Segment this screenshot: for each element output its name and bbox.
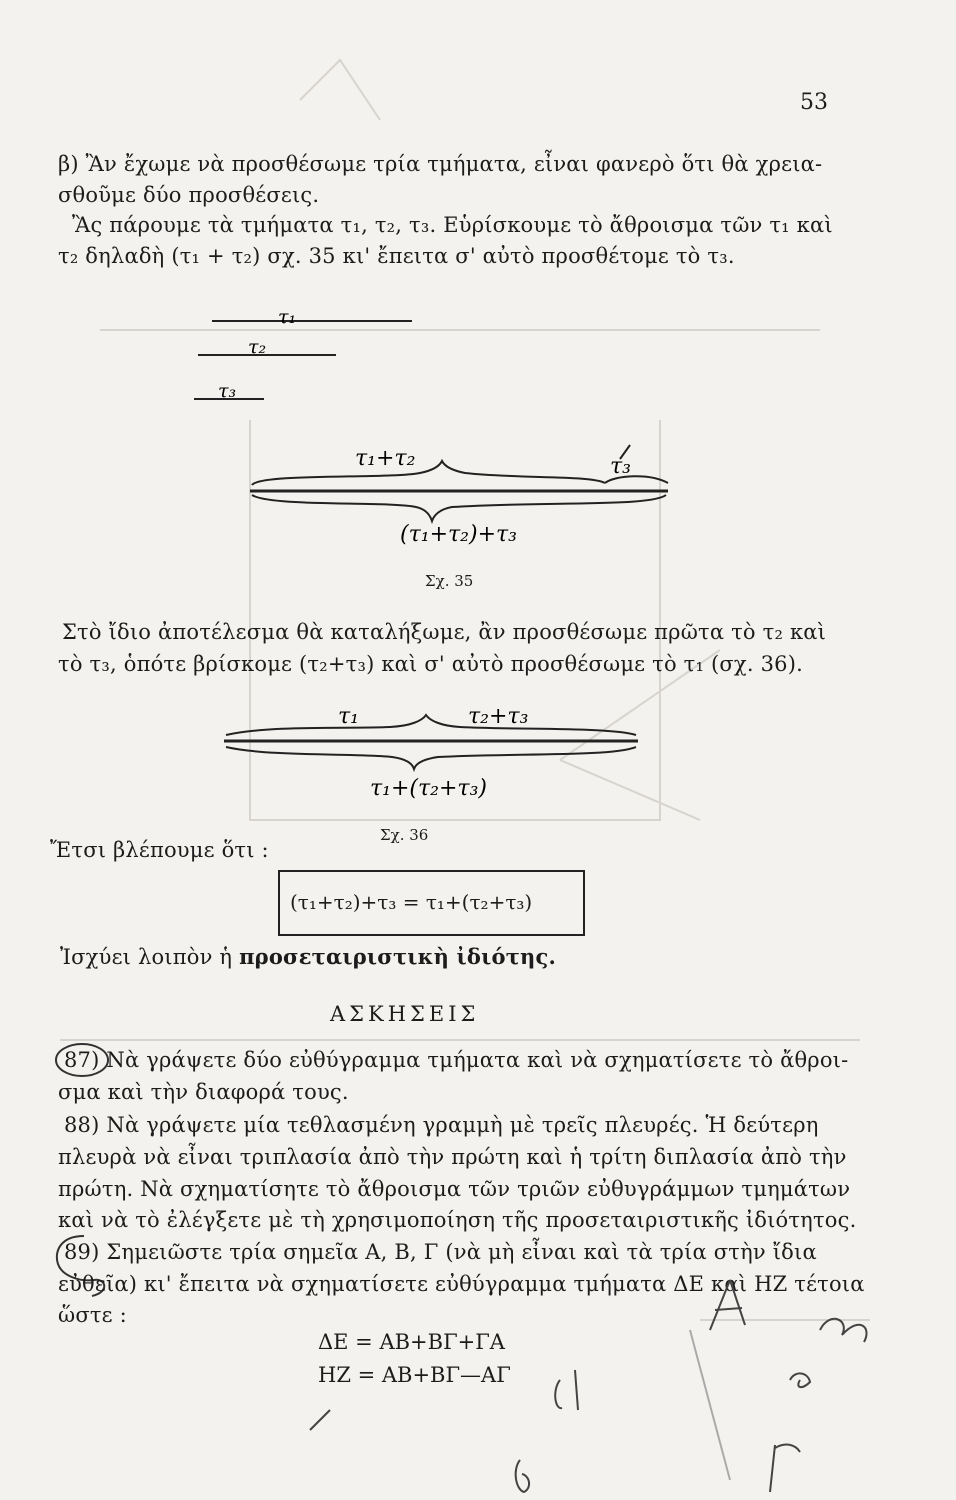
label-t2-plus-t3: τ₂+τ₃ (468, 704, 529, 729)
paragraph-b-line-4: τ₂ δηλαδὴ (τ₁ + τ₂) σχ. 35 κι' ἔπειτα σ' αὐτὸ προσθέτομε τὸ τ₃. (58, 244, 735, 268)
label-bottom-sum: τ₁+(τ₂+τ₃) (370, 776, 488, 801)
page-number: 53 (800, 90, 828, 115)
figure-35 (190, 295, 690, 595)
label-top-t3: τ₃ (610, 454, 631, 479)
exercise-88-line-4: καὶ νὰ τὸ ἐλέγξετε μὲ τὴ χρησιμοποίηση τῆς προσεταιριστικῆς ἰδιότητος. (58, 1208, 857, 1232)
property-prefix: Ἰσχύει λοιπὸν ἡ (60, 945, 240, 969)
label-t1-plus-t2: τ₁+τ₂ (355, 446, 416, 471)
label-t1: τ₁ (278, 306, 297, 328)
scribble-letter-a (710, 1280, 745, 1330)
exercise-89-line-2: εὐθεῖα) κι' ἔπειτα νὰ σχηματίσετε εὐθύγραμμα τμήματα ΔΕ καὶ ΗΖ τέτοια (58, 1272, 865, 1296)
scribble-letter-g (770, 1445, 800, 1492)
brace-bottom (226, 747, 636, 769)
scribble-t1 (555, 1370, 578, 1410)
exercise-87-line-1: 87) Νὰ γράψετε δύο εὐθύγραμμα τμήματα καὶ νὰ σχηματίσετε τὸ ἄθροι- (64, 1048, 849, 1072)
label-t2: τ₂ (248, 336, 267, 358)
label-t1: τ₁ (338, 704, 359, 729)
associativity-formula-box (278, 870, 585, 936)
brace-top (226, 715, 636, 735)
exercise-87-line-2: σμα καὶ τὴν διαφορά τους. (58, 1080, 349, 1104)
brace-top-left (252, 461, 605, 485)
exercise-89-line-3: ὥστε : (58, 1303, 127, 1327)
scribble-t2 (790, 1373, 810, 1387)
equation-de: ΔΕ = ΑΒ+ΒΓ+ΓΑ (318, 1330, 505, 1354)
figure-35-caption: Σχ. 35 (425, 572, 474, 590)
conclusion-intro: Ἔτσι βλέπουμε ὅτι : (50, 838, 269, 862)
paragraph-b-line-1: β) Ἂν ἔχωμε νὰ προσθέσωμε τρία τμήματα, εἶναι φανερὸ ὅτι θὰ χρεια- (58, 152, 823, 176)
equation-hz: ΗΖ = ΑΒ+ΒΓ—ΑΓ (318, 1363, 511, 1387)
figure-36-caption: Σχ. 36 (380, 826, 429, 844)
property-statement (60, 944, 840, 969)
paragraph-c-line-2: τὸ τ₃, ὁπότε βρίσκομε (τ₂+τ₃) καὶ σ' αὐτὸ προσθέσωμε τὸ τ₁ (σχ. 36). (58, 652, 803, 676)
paragraph-c-line-1: Στὸ ἴδιο ἀποτέλεσμα θὰ καταλήξωμε, ἂν προσθέσωμε πρῶτα τὸ τ₂ καὶ (62, 620, 827, 644)
pencil-scribbles (290, 1270, 930, 1495)
property-name: προσεταιριστικὴ ἰδιότης. (239, 944, 556, 969)
scribble-letter-b (516, 1460, 529, 1492)
scribble-corner (820, 1319, 867, 1342)
figure-36 (210, 695, 650, 820)
label-bottom-sum: (τ₁+τ₂)+τ₃ (400, 522, 518, 547)
exercise-88-line-2: πλευρὰ νὰ εἶναι τριπλασία ἀπὸ τὴν πρώτη καὶ ἡ τρίτη διπλασία ἀπὸ τὴν (58, 1145, 847, 1169)
exercise-89-line-1: 89) Σημειῶστε τρία σημεῖα Α, Β, Γ (νὰ μὴ εἶναι καὶ τὰ τρία στὴν ἴδια (64, 1240, 817, 1264)
label-t3: τ₃ (218, 380, 237, 402)
exercises-heading: ΑΣΚΗΣΕΙΣ (330, 1002, 480, 1026)
scribble-line (690, 1330, 730, 1480)
scribble-mark (310, 1410, 330, 1430)
exercise-88-line-3: πρώτη. Νὰ σχηματίσητε τὸ ἄθροισμα τῶν τριῶν εὐθυγράμμων τμημάτων (58, 1177, 851, 1201)
associativity-formula: (τ₁+τ₂)+τ₃ = τ₁+(τ₂+τ₃) (290, 890, 533, 914)
brace-bottom (252, 495, 666, 521)
paragraph-b-line-2: σθοῦμε δύο προσθέσεις. (58, 183, 320, 207)
exercise-88-line-1: 88) Νὰ γράψετε μία τεθλασμένη γραμμὴ μὲ τρεῖς πλευρές. Ἡ δεύτερη (64, 1113, 819, 1137)
paragraph-b-line-3: Ἂς πάρουμε τὰ τμήματα τ₁, τ₂, τ₃. Εὑρίσκουμε τὸ ἄθροισμα τῶν τ₁ καὶ (72, 213, 833, 237)
